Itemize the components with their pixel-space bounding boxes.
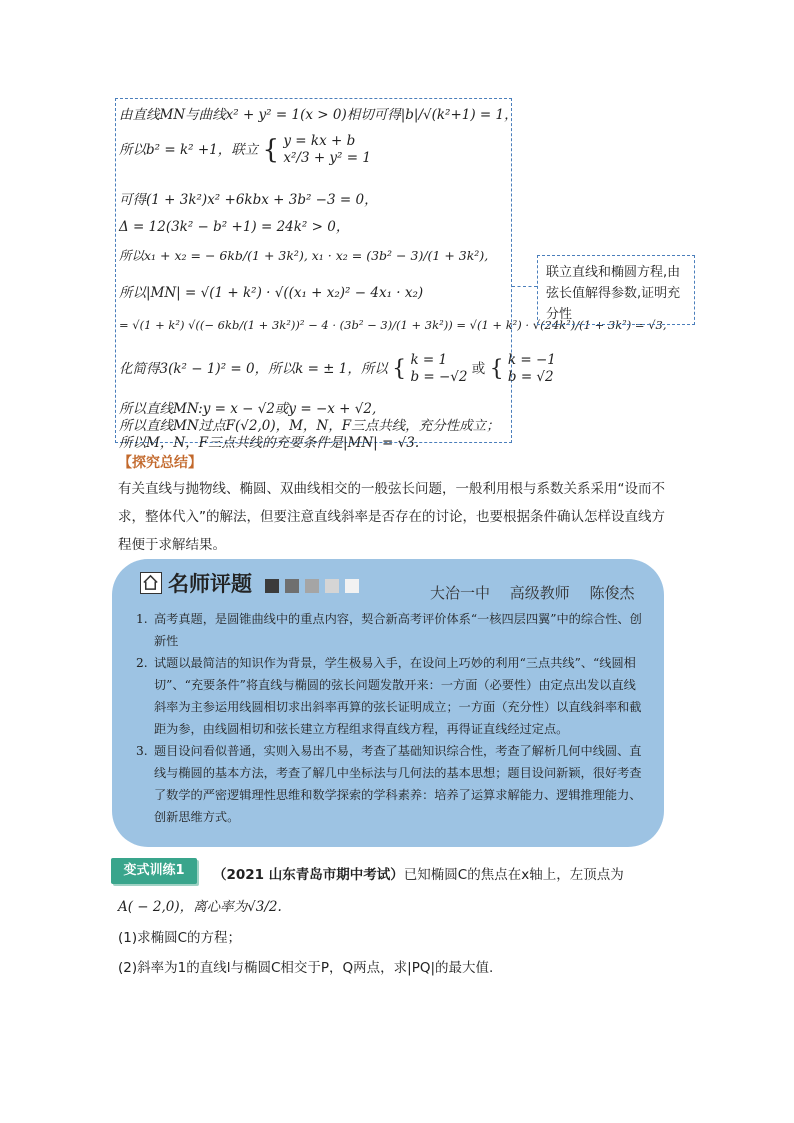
system-2a-eq2: b = −√2 (410, 369, 468, 385)
system-1-eq1: y = kx + b (283, 133, 356, 149)
comment-card-title: 名师评题 (168, 572, 252, 596)
system-2b-eq2: b = √2 (507, 369, 554, 385)
decor-square-1 (265, 579, 279, 593)
exercise-question-2: (2)斜率为1的直线l与椭圆C相交于P，Q两点，求|PQ|的最大值. (118, 960, 494, 976)
proof-line-11: 所以M，N，F三点共线的充要条件是|MN| = √3. (119, 435, 420, 451)
proof-line-5: 所以x₁ + x₂ = − 6kb/(1 + 3k²), x₁ · x₂ = (3b² − 3)/(1 + 3k²), (119, 248, 489, 263)
comment-item (136, 652, 646, 740)
exercise-source: （2021 山东青岛市期中考试） (213, 867, 404, 883)
decor-square-3 (305, 579, 319, 593)
comment-card-author: 大冶一中 高级教师 陈俊杰 (430, 584, 635, 602)
proof-line-2 (119, 133, 371, 167)
proof-line-9: 所以直线MN:y = x − √2或y = −x + √2, (119, 401, 377, 417)
home-icon (140, 572, 162, 594)
exercise-badge: 变式训练1 (111, 858, 197, 884)
home-icon-glyph (141, 573, 160, 592)
comment-item-number: 2. (136, 656, 148, 670)
proof-line-10: 所以直线MN过点F(√2,0)，M，N，F三点共线，充分性成立； (119, 418, 500, 434)
comment-item (136, 608, 646, 652)
exercise-line-2: A( − 2,0)，离心率为√3/2. (118, 899, 282, 915)
proof-line-3: 可得(1 + 3k²)x² +6kbx + 3b² −3 = 0， (119, 192, 378, 208)
exercise-question-1: (1)求椭圆C的方程； (118, 930, 242, 946)
comment-item-text: 题目设问看似普通，实则入易出不易，考查了基础知识综合性，考查了解析几何中线圆、直线与椭圆的基本方法，考查了解几中坐标法与几何法的基本思想；题目设问新颖，很好考查了数学的严密逻辑理性思维和数学探索的学科素养：培养了运算求解能力、逻辑推理能力、创新思维方式。 (154, 744, 642, 824)
comment-item-number: 3. (136, 744, 148, 758)
system-2a-eq1: k = 1 (410, 352, 448, 368)
summary-text: 有关直线与抛物线、椭圆、双曲线相交的一般弦长问题，一般利用根与系数关系采用“设而不求，整体代入”的解法，但要注意直线斜率是否存在的讨论，也要根据条件确认怎样设直线方程便于求解结果。 (118, 481, 665, 553)
system-2a (410, 352, 467, 386)
comment-item-text: 试题以最简洁的知识作为背景，学生极易入手，在设问上巧妙的利用“三点共线”、“线圆相切”、“充要条件”将直线与椭圆的弦长问题发散开来：一方面（必要性）由定点出发以直线斜率为主参运用线圆相切求出斜率再算的弦长证明成立；一方面（充分性）以直线斜率和截距为参，由线圆相切和弦长建立方程组求得直线方程，再得证直线经过定点。 (154, 656, 642, 736)
system-1 (283, 133, 371, 167)
proof-line-1: 由直线MN与曲线x² + y² = 1(x > 0)相切可得|b|/√(k²+1) = 1， (119, 107, 518, 123)
comment-list (136, 608, 646, 828)
exercise-line-1-text: 已知椭圆C的焦点在x轴上，左顶点为 (403, 867, 624, 883)
decor-square-4 (325, 579, 339, 593)
system-1-eq2: x²/3 + y² = 1 (283, 150, 371, 166)
decor-square-2 (285, 579, 299, 593)
proof-line-8 (119, 352, 556, 386)
decor-square-5 (345, 579, 359, 593)
note-connector (512, 286, 537, 287)
proof-line-2-text: 所以b² = k² +1，联立 (119, 142, 259, 158)
brace-symbol: { (392, 356, 407, 382)
comment-item-number: 1. (136, 612, 148, 626)
or-word: 或 (471, 361, 486, 377)
exercise-line-1 (213, 863, 624, 883)
side-note: 联立直线和椭圆方程,由弦长值解得参数,证明充分性 (537, 255, 695, 325)
proof-line-8-text: 化简得3(k² − 1)² = 0，所以k = ± 1，所以 (119, 361, 388, 377)
system-2b-eq1: k = −1 (507, 352, 556, 368)
comment-item (136, 740, 646, 828)
proof-line-4: Δ = 12(3k² − b² +1) = 24k² > 0， (119, 219, 350, 235)
proof-line-6: 所以|MN| = √(1 + k²) · √((x₁ + x₂)² − 4x₁ · x₂) (119, 285, 424, 301)
summary-title: 【探究总结】 (118, 455, 202, 471)
brace-symbol: { (489, 356, 504, 382)
proof-line-7: = √(1 + k²) √((− 6kb/(1 + 3k²))² − 4 · (3b² − 3)/(1 + 3k²)) = √(1 + k²) · √(24k²)/(1 + 3k²) = √3, (119, 318, 667, 332)
brace-symbol: { (262, 135, 280, 165)
system-2b (508, 352, 556, 386)
comment-item-text: 高考真题，是圆锥曲线中的重点内容，契合新高考评价体系“一核四层四翼”中的综合性、创新性 (154, 612, 642, 648)
